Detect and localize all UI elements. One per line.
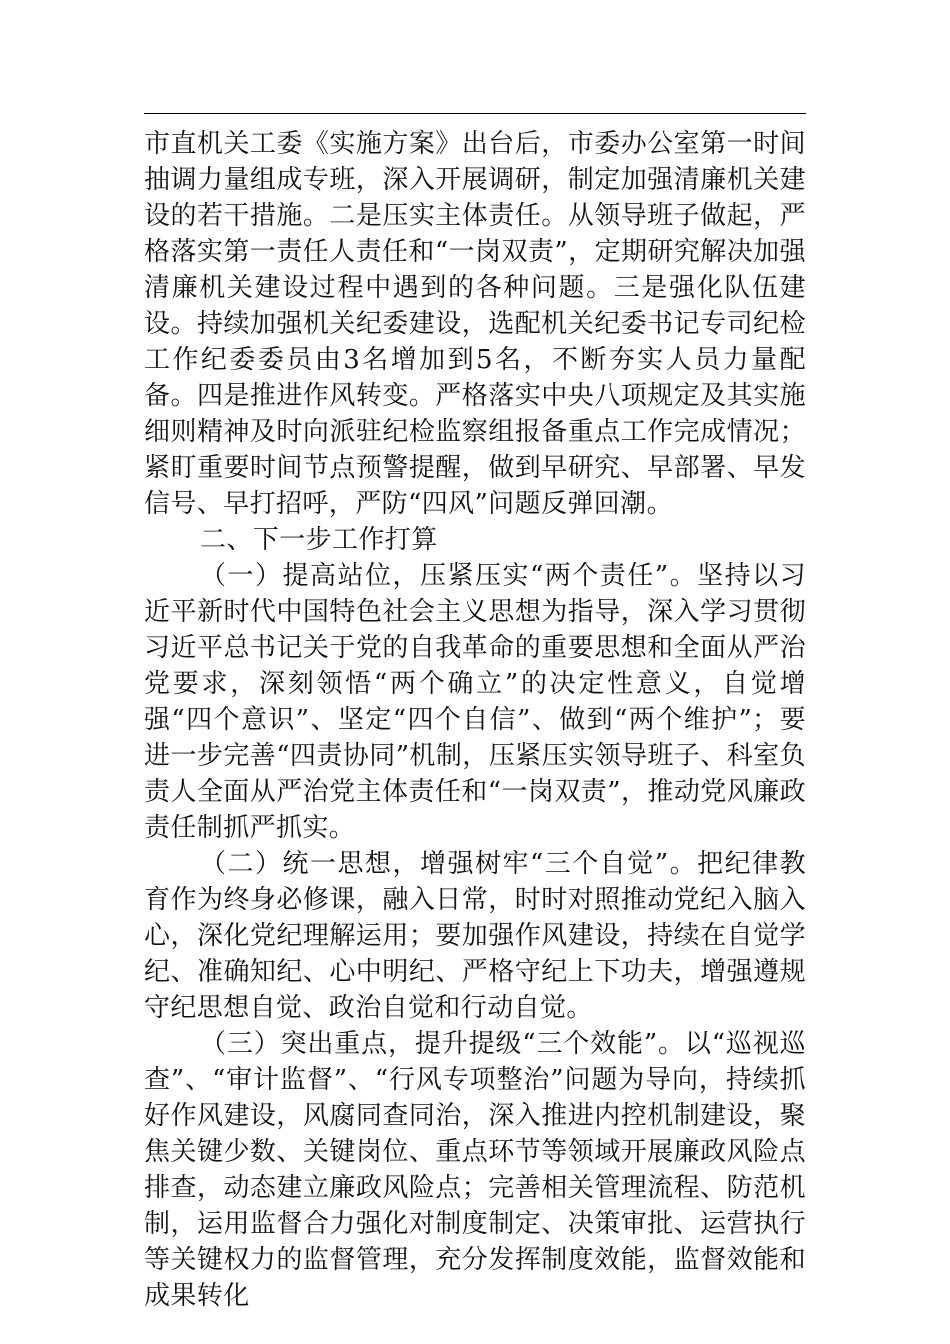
paragraph-item-3: （三）突出重点，提升提级“三个效能”。以“巡视巡查”、“审计监督”、“行风专项整治”问题为导向，持续抓好作风建设，风腐同查同治，深入推进内控机制建设，聚焦关键少数、关键岗位、重点环节等领域开展廉政风险点排查，动态建立廉政风险点；完善相关管理流程、防范机制，运用监督合力强化对制度制定、决策审批、运营执行等关键权力的监督管理，充分发挥制度效能，监督效能和成果转化 (144, 1029, 806, 1311)
section-heading-next-steps: 二、下一步工作打算 (200, 525, 438, 555)
paragraph-continued: 市直机关工委《实施方案》出台后，市委办公室第一时间抽调力量组成专班，深入开展调研，制定加强清廉机关建设的若干措施。二是压实主体责任。从领导班子做起，严格落实第一责任人责任和“一岗双责”，定期研究解决加强清廉机关建设过程中遇到的各种问题。三是强化队伍建设。持续加强机关纪委建设，选配机关纪委书记专司纪检工作纪委委员由3名增加到5名，不断夯实人员力量配备。四是推进作风转变。严格落实中央八项规定及其实施细则精神及时向派驻纪检监察组报备重点工作完成情况；紧盯重要时间节点预警提醒，做到早研究、早部署、早发信号、早打招呼，严防“四风”问题反弹回潮。 (144, 129, 806, 519)
paragraph-item-1: （一）提高站位，压紧压实“两个责任”。坚持以习近平新时代中国特色社会主义思想为指导，深入学习贯彻习近平总书记关于党的自我革命的重要思想和全面从严治党要求，深刻领悟“两个确立”的决定性意义，自觉增强“四个意识”、坚定“四个自信”、做到“两个维护”；要进一步完善“四责协同”机制，压紧压实领导班子、科室负责人全面从严治党主体责任和“一岗双责”，推动党风廉政责任制抓严抓实。 (144, 561, 806, 843)
body-text (144, 126, 806, 1314)
header-rule (144, 113, 806, 114)
paragraph-item-2: （二）统一思想，增强树牢“三个自觉”。把纪律教育作为终身必修课，融入日常，时时对照推动党纪入脑入心，深化党纪理解运用；要加强作风建设，持续在自觉学纪、准确知纪、心中明纪、严格守纪上下功夫，增强遵规守纪思想自觉、政治自觉和行动自觉。 (144, 849, 806, 1023)
